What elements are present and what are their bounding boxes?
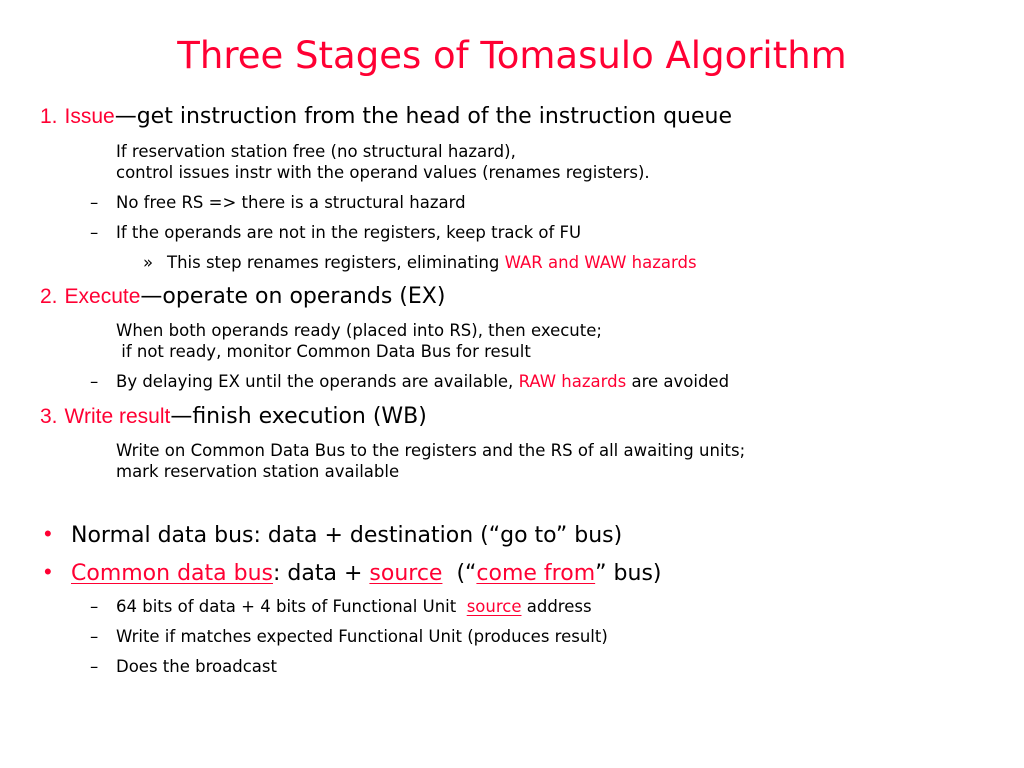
stage-number: 3. bbox=[40, 405, 58, 428]
dash-marker: – bbox=[90, 627, 99, 646]
issue-paragraph bbox=[116, 141, 650, 183]
paragraph-line: When both operands ready (placed into RS), then execute; bbox=[116, 321, 602, 340]
dash-marker: – bbox=[90, 193, 99, 212]
bullet-text: Write if matches expected Functional Unit (produces result) bbox=[116, 627, 608, 646]
stage-execute-heading bbox=[40, 284, 445, 309]
highlight-war-waw: WAR and WAW hazards bbox=[504, 253, 697, 272]
bullet-marker: • bbox=[44, 559, 52, 584]
bullet-text: By delaying EX until the operands are available, RAW hazards are avoided bbox=[116, 372, 730, 391]
bullet-text: No free RS => there is a structural hazard bbox=[116, 193, 466, 212]
chevron-marker: » bbox=[143, 253, 154, 272]
bullet-text: Common data bus: data + source (“come from” bus) bbox=[71, 561, 662, 586]
stage-name: Write result bbox=[64, 405, 171, 428]
stage-name: Issue bbox=[64, 105, 115, 128]
dash-marker: – bbox=[90, 597, 99, 616]
paragraph-line: mark reservation station available bbox=[116, 462, 400, 481]
highlight-source: source bbox=[369, 561, 443, 586]
bullet-text: If the operands are not in the registers, keep track of FU bbox=[116, 223, 582, 242]
execute-paragraph bbox=[116, 320, 602, 362]
slide-title: Three Stages of Tomasulo Algorithm bbox=[177, 34, 847, 77]
stage-description: get instruction from the head of the instruction queue bbox=[136, 104, 732, 129]
highlight-common-data-bus: Common data bus bbox=[71, 561, 273, 586]
em-dash: — bbox=[140, 284, 163, 309]
write-paragraph bbox=[116, 440, 745, 482]
paragraph-line: Write on Common Data Bus to the registers and the RS of all awaiting units; bbox=[116, 441, 746, 460]
stage-issue-heading bbox=[40, 104, 732, 129]
paragraph-line: control issues instr with the operand values (renames registers). bbox=[116, 163, 650, 182]
em-dash: — bbox=[114, 104, 137, 129]
stage-number: 1. bbox=[40, 105, 58, 128]
paragraph-line: If reservation station free (no structural hazard), bbox=[116, 142, 516, 161]
highlight-source: source bbox=[466, 597, 522, 616]
highlight-raw: RAW hazards bbox=[518, 372, 627, 391]
stage-description: finish execution (WB) bbox=[192, 404, 427, 429]
em-dash: — bbox=[170, 404, 193, 429]
dash-marker: – bbox=[90, 223, 99, 242]
paragraph-line: if not ready, monitor Common Data Bus for result bbox=[116, 342, 531, 361]
highlight-come-from: come from bbox=[476, 561, 596, 586]
bullet-text: Normal data bus: data + destination (“go to” bus) bbox=[71, 523, 623, 548]
bullet-text: Does the broadcast bbox=[116, 657, 277, 676]
bullet-text: 64 bits of data + 4 bits of Functional Unit source address bbox=[116, 597, 592, 616]
bullet-marker: • bbox=[44, 521, 52, 546]
bullet-text: This step renames registers, eliminating WAR and WAW hazards bbox=[167, 253, 697, 272]
dash-marker: – bbox=[90, 657, 99, 676]
stage-name: Execute bbox=[64, 285, 141, 308]
stage-write-heading bbox=[40, 404, 427, 429]
stage-description: operate on operands (EX) bbox=[162, 284, 446, 309]
stage-number: 2. bbox=[40, 285, 58, 308]
dash-marker: – bbox=[90, 372, 99, 391]
